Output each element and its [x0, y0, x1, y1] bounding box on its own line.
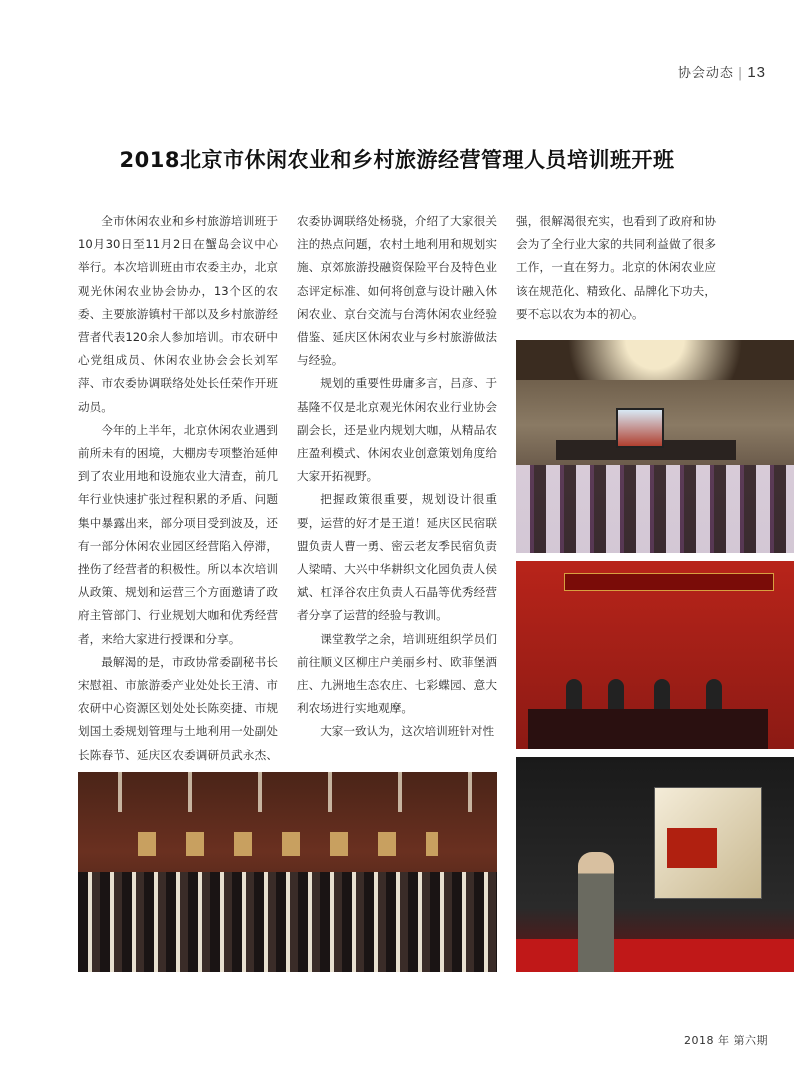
- photo-person: [654, 679, 670, 709]
- photo-crowd: [78, 872, 497, 972]
- page-number: 13: [747, 64, 766, 81]
- photo-screen: [616, 408, 664, 448]
- photo-slide: [667, 828, 717, 868]
- paragraph: 全市休闲农业和乡村旅游培训班于10月30日至11月2日在蟹岛会议中心举行。本次培训班由市农委主办，北京观光休闲农业协会协办，13个区的农委、主要旅游镇村干部以及乡村旅游经营者代表120余人参加培训。市农研中心党组成员、休闲农业协会会长刘军萍、市农委协调联络处处长任荣作开班动员。: [78, 214, 278, 414]
- photo-banner: [564, 573, 774, 591]
- photo-panel-speakers: [516, 561, 794, 749]
- paragraph: 今年的上半年，北京休闲农业遇到前所未有的困境，大棚房专项整治延伸到了农业用地和设施农业大清查，前几年行业快速扩张过程积累的矛盾、问题集中暴露出来，部分项目受到波及，还有一部分休闲农业园区经营陷入停滞，挫伤了经营者的积极性。所以本次培训从政策、规划和运营三个方面邀请了政府主管部门、行业规划大咖和优秀经营者，来给大家进行授课和分享。: [78, 422, 278, 646]
- paragraph: 农委协调联络处杨骁，介绍了大家很关注的热点问题，农村土地利用和规划实施、京郊旅游投融资保险平台及特色业态评定标准、如何将创意与设计融入休闲农业、京台交流与台湾休闲农业经验借鉴、延庆区休闲农业与乡村旅游做法与经验。: [297, 214, 497, 368]
- paragraph: 规划的重要性毋庸多言，吕彦、于基隆不仅是北京观光休闲农业行业协会副会长，还是业内规划大咖，从精品农庄盈利模式、休闲农业创意策划角度给大家开拓视野。: [297, 376, 497, 484]
- photo-projection: [654, 787, 762, 899]
- photo-seats: [516, 465, 794, 553]
- page-header: [678, 62, 766, 81]
- photo-person: [566, 679, 582, 709]
- paragraph: 课堂教学之余，培训班组织学员们前往顺义区柳庄户美丽乡村、欧菲堡酒庄、九洲地生态农庄、七彩蝶园、意大利农场进行实地观摩。: [297, 631, 497, 716]
- paragraph: 把握政策很重要，规划设计很重要，运营的好才是王道！延庆区民宿联盟负责人曹一勇、密云老友季民宿负责人梁晴、大兴中华耕织文化园负责人侯斌、杠泽谷农庄负责人石晶等优秀经营者分享了运营的经验与教训。: [297, 492, 497, 623]
- paragraph: 大家一致认为，这次培训班针对性: [320, 724, 495, 739]
- section-label: 协会动态: [677, 66, 734, 81]
- photo-person: [608, 679, 624, 709]
- photo-group-audience: [78, 772, 497, 972]
- paragraph: 最解渴的是，市政协常委副秘书长宋慰祖、市旅游委产业处处长王清、市农研中心资源区划处处长陈奕捷、市规划国土委规划管理与土地利用一处副处长陈春节、延庆区农委调研员武永杰、: [78, 654, 278, 762]
- text-column-2: [297, 210, 497, 744]
- photo-person: [706, 679, 722, 709]
- photo-table: [528, 709, 768, 749]
- header-separator: |: [737, 66, 744, 81]
- text-column-1: [78, 210, 278, 790]
- photo-conference-hall: [516, 340, 794, 553]
- issue-footer: 2018 年 第六期: [684, 1034, 768, 1047]
- photo-lights: [78, 772, 497, 812]
- article-title: 2018北京市休闲农业和乡村旅游经营管理人员培训班开班: [119, 148, 675, 172]
- text-column-3: [516, 210, 716, 326]
- photo-posters: [138, 832, 438, 856]
- photo-speaker: [516, 757, 794, 972]
- photo-floor: [516, 939, 794, 972]
- photo-ceiling: [516, 340, 794, 380]
- photo-speaker-figure: [578, 852, 614, 972]
- paragraph: 强，很解渴很充实，也看到了政府和协会为了全行业大家的共同利益做了很多工作，一直在努力。北京的休闲农业应该在规范化、精致化、品牌化下功夫，要不忘以农为本的初心。: [516, 214, 716, 321]
